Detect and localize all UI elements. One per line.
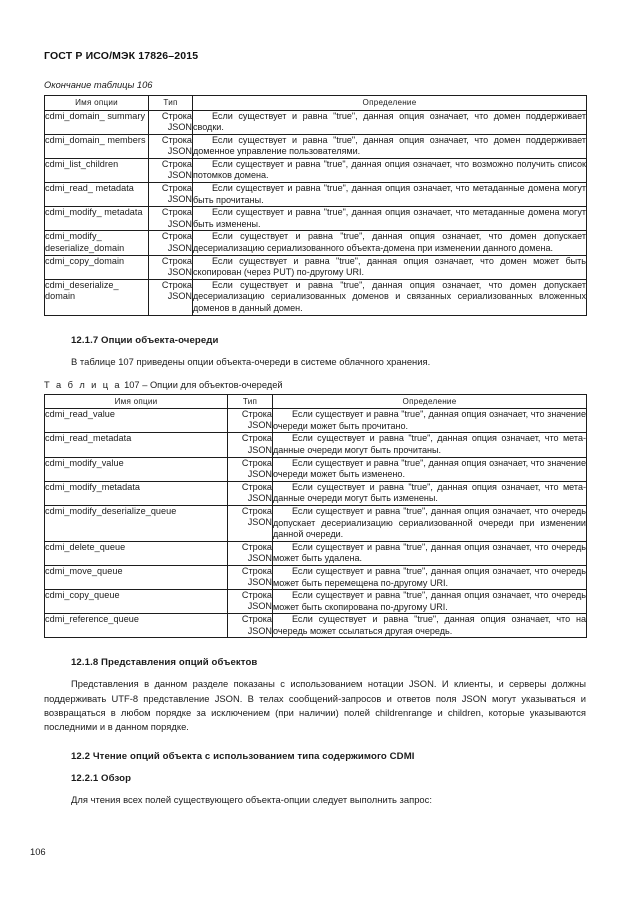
option-type <box>149 255 193 279</box>
option-name: cdmi_read_value <box>45 409 228 433</box>
type-line-1: Строка <box>241 409 272 420</box>
option-type <box>228 457 273 481</box>
type-line-1: Строка <box>241 541 272 552</box>
type-line-1: Строка <box>241 614 272 625</box>
table-row <box>45 590 587 614</box>
section-12-2-1-paragraph: Для чтения всех полей существующего объекта-опции следует выполнить запрос: <box>71 793 432 805</box>
page-content <box>44 0 586 807</box>
option-definition: Если существует и равна "true", данная опция означает, что домен может быть скопирован (через PUT) по-другому URI. <box>193 255 587 279</box>
option-definition: Если существует и равна "true", данная опция означает, что очередь может быть удалена. <box>273 541 587 565</box>
option-type <box>149 207 193 231</box>
option-name: cdmi_domain_ summary <box>45 110 149 134</box>
table-row <box>45 110 587 134</box>
section-12-2-heading: 12.2 Чтение опций объекта с использованием типа содержимого CDMI <box>71 750 415 762</box>
type-line-2: JSON <box>167 145 192 156</box>
option-type <box>228 565 273 589</box>
table-107-caption <box>44 380 586 390</box>
option-name: cdmi_reference_queue <box>45 614 228 638</box>
option-definition: Если существует и равна "true", данная опция означает, что домен поддерживает доменное управление пользователями. <box>193 134 587 158</box>
type-line-2: JSON <box>167 218 192 229</box>
option-name: cdmi_delete_queue <box>45 541 228 565</box>
section-12-1-7-paragraph: В таблице 107 приведены опции объекта-очереди в системе облачного хранения. <box>71 355 431 367</box>
option-type <box>228 590 273 614</box>
table-row <box>45 565 587 589</box>
type-line-1: Строка <box>161 110 192 121</box>
table-row <box>45 614 587 638</box>
type-line-2: JSON <box>167 291 192 302</box>
option-definition: Если существует и равна "true", данная опция означает, что домен поддерживает сводки. <box>193 110 587 134</box>
option-definition: Если существует и равна "true", данная опция означает, что метаданные домена могут быть изменены. <box>193 207 587 231</box>
type-line-2: JSON <box>247 517 272 528</box>
table-row <box>45 255 587 279</box>
table-107-header-definition: Определение <box>273 394 587 409</box>
option-name: cdmi_move_queue <box>45 565 228 589</box>
type-line-2: JSON <box>247 601 272 612</box>
type-line-2: JSON <box>167 170 192 181</box>
type-line-1: Строка <box>241 565 272 576</box>
type-line-2: JSON <box>167 266 192 277</box>
option-type <box>149 110 193 134</box>
table-row <box>45 279 587 315</box>
option-type <box>228 433 273 457</box>
section-12-2-1 <box>44 773 586 784</box>
type-line-2: JSON <box>247 444 272 455</box>
table-106-caption: Окончание таблицы 106 <box>44 80 153 90</box>
type-line-2: JSON <box>167 242 192 253</box>
running-head: ГОСТ Р ИСО/МЭК 17826–2015 <box>44 50 199 62</box>
option-name: cdmi_list_children <box>45 158 149 182</box>
type-line-2: JSON <box>167 121 192 132</box>
type-line-1: Строка <box>161 134 192 145</box>
option-definition: Если существует и равна "true", данная опция означает, что домен допускает десериализацию сериализованных доменов и связанных сериализованных вложенных доменов в данный домен. <box>193 279 587 315</box>
option-name: cdmi_copy_queue <box>45 590 228 614</box>
section-12-1-8 <box>44 657 586 668</box>
table-107-header-type: Тип <box>228 394 273 409</box>
option-definition: Если существует и равна "true", данная опция означает, что метаданные очереди могут быть прочитаны. <box>273 433 587 457</box>
option-type <box>149 158 193 182</box>
section-12-1-7-heading: 12.1.7 Опции объекта-очереди <box>71 334 219 346</box>
type-line-2: JSON <box>247 420 272 431</box>
option-type <box>228 541 273 565</box>
table-row <box>45 457 587 481</box>
type-line-1: Строка <box>241 433 272 444</box>
option-name: cdmi_domain_ members <box>45 134 149 158</box>
option-definition: Если существует и равна "true", данная опция означает, что значение очереди может быть прочитано. <box>273 409 587 433</box>
option-definition: Если существует и равна "true", данная опция означает, что на очередь может ссылаться другая очередь. <box>273 614 587 638</box>
table-row <box>45 433 587 457</box>
option-name: cdmi_read_ metadata <box>45 183 149 207</box>
table-107-body <box>45 409 587 638</box>
type-line-1: Строка <box>161 183 192 194</box>
option-definition: Если существует и равна "true", данная опция означает, что домен допускает десериализацию сериализованного объекта-домена при изменении данного домена. <box>193 231 587 255</box>
option-type <box>228 481 273 505</box>
section-12-2 <box>44 751 586 762</box>
type-line-1: Строка <box>241 590 272 601</box>
section-12-1-8-heading: 12.1.8 Представления опций объектов <box>71 657 258 669</box>
option-definition: Если существует и равна "true", данная опция означает, что метаданные очереди могут быть изменены. <box>273 481 587 505</box>
option-type <box>149 134 193 158</box>
table-107-caption-word: Т а б л и ц а <box>44 379 122 390</box>
option-name: cdmi_modify_ deserialize_domain <box>45 231 149 255</box>
table-row <box>45 541 587 565</box>
page-number: 106 <box>30 846 46 857</box>
table-row <box>45 505 587 541</box>
table-106-header-name: Имя опции <box>45 96 149 111</box>
table-row <box>45 183 587 207</box>
table-row <box>45 231 587 255</box>
option-definition: Если существует и равна "true", данная опция означает, что значение очереди может быть изменено. <box>273 457 587 481</box>
type-line-2: JSON <box>247 493 272 504</box>
type-line-2: JSON <box>247 553 272 564</box>
type-line-1: Строка <box>241 481 272 492</box>
option-name: cdmi_modify_metadata <box>45 481 228 505</box>
option-type <box>228 614 273 638</box>
table-106-header-type: Тип <box>149 96 193 111</box>
type-line-2: JSON <box>247 577 272 588</box>
type-line-1: Строка <box>161 158 192 169</box>
type-line-1: Строка <box>161 279 192 290</box>
type-line-1: Строка <box>161 231 192 242</box>
option-name: cdmi_modify_deserialize_queue <box>45 505 228 541</box>
option-type <box>149 183 193 207</box>
section-12-1-8-paragraph: Представления в данном разделе показаны с использованием нотации JSON. И клиенты, и серверы должны поддерживать UTF-8 представление JSON. В телах сообщений-запросов и ответов поля JSON могут указываться и возвращаться в любом порядке за исключением (при наличии) полей childrenrange и children, которые указываются последними и в данном порядке. <box>44 678 586 732</box>
type-line-2: JSON <box>167 194 192 205</box>
table-107 <box>44 394 587 639</box>
option-type <box>228 409 273 433</box>
option-name: cdmi_modify_value <box>45 457 228 481</box>
type-line-1: Строка <box>241 457 272 468</box>
option-type <box>149 279 193 315</box>
type-line-2: JSON <box>247 468 272 479</box>
table-107-header-name: Имя опции <box>45 394 228 409</box>
table-106-header-row <box>45 96 587 111</box>
table-row <box>45 158 587 182</box>
option-name: cdmi_copy_domain <box>45 255 149 279</box>
table-107-header-row <box>45 394 587 409</box>
option-name: cdmi_modify_ metadata <box>45 207 149 231</box>
table-106 <box>44 95 587 316</box>
option-definition: Если существует и равна "true", данная опция означает, что метаданные домена могут быть прочитаны. <box>193 183 587 207</box>
option-definition: Если существует и равна "true", данная опция означает, что очередь может быть перемещена по-другому URI. <box>273 565 587 589</box>
option-type <box>228 505 273 541</box>
option-name: cdmi_deserialize_ domain <box>45 279 149 315</box>
table-row <box>45 207 587 231</box>
type-line-1: Строка <box>241 505 272 516</box>
section-12-1-7 <box>44 335 586 346</box>
table-106-header-definition: Определение <box>193 96 587 111</box>
option-definition: Если существует и равна "true", данная опция означает, что очередь допускает десериализацию сериализованной очереди при изменении данной очереди. <box>273 505 587 541</box>
option-definition: Если существует и равна "true", данная опция означает, что очередь может быть скопирована по-другому URI. <box>273 590 587 614</box>
option-name: cdmi_read_metadata <box>45 433 228 457</box>
table-row <box>45 481 587 505</box>
table-106-body <box>45 110 587 315</box>
type-line-2: JSON <box>247 625 272 636</box>
table-row <box>45 134 587 158</box>
table-107-caption-rest: 107 – Опции для объектов-очередей <box>124 379 283 390</box>
type-line-1: Строка <box>161 207 192 218</box>
table-row <box>45 409 587 433</box>
type-line-1: Строка <box>161 255 192 266</box>
option-type <box>149 231 193 255</box>
option-definition: Если существует и равна "true", данная опция означает, что возможно получить список потомков домена. <box>193 158 587 182</box>
section-12-2-1-heading: 12.2.1 Обзор <box>71 772 132 784</box>
